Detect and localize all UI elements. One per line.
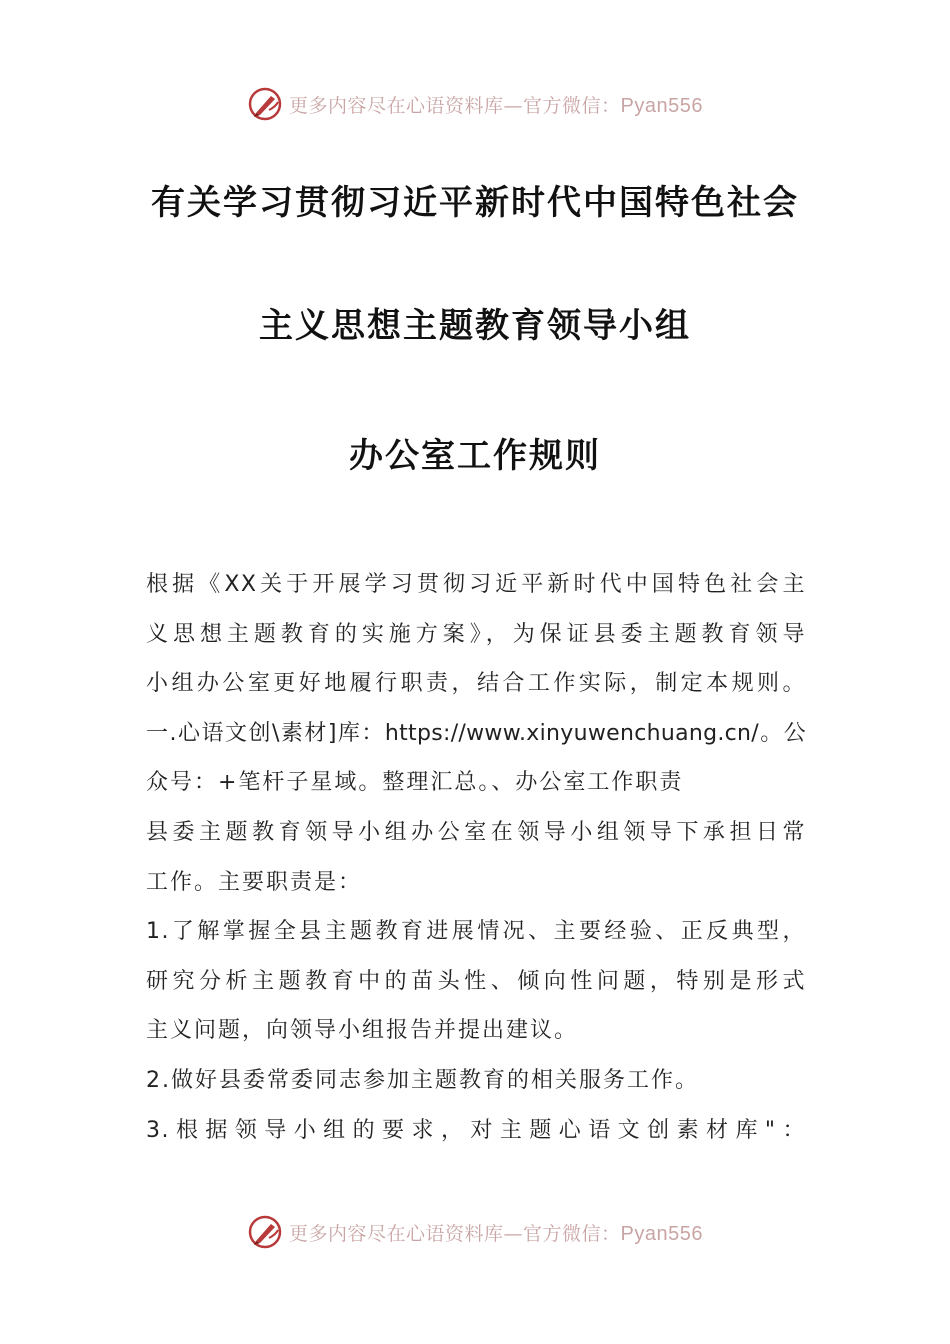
body-line: 1.了解掌握全县主题教育进展情况、主要经验、正反典型， [146,919,806,945]
wechat-id: Pyan556 [620,1222,703,1245]
document-title-line-1: 有关学习贯彻习近平新时代中国特色社会 [151,183,799,223]
document-title-line-3: 办公室工作规则 [349,436,601,476]
body-line: 县委主题教育领导小组办公室在领导小组领导下承担日常 [146,819,806,845]
body-line: 小组办公室更好地履行职责，结合工作实际，制定本规则。 [146,671,806,697]
watermark-banner-top [0,82,950,126]
document-body [146,560,806,1155]
body-line: 3.根据领导小组的要求，对主题心语文创素材库"： [146,1117,806,1143]
body-line: 义思想主题教育的实施方案》，为保证县委主题教育领导 [146,621,806,647]
watermark-text: 更多内容尽在心语资料库—官方微信：Pyan556 [289,94,703,117]
body-line: 主义问题，向领导小组报告并提出建议。 [146,1018,579,1044]
body-line: 研究分析主题教育中的苗头性、倾向性问题，特别是形式 [146,968,806,994]
body-line: 众号：+笔杆子星域。整理汇总。、办公室工作职责 [146,770,684,796]
pen-logo-icon [247,86,283,122]
watermark-banner-bottom [0,1210,950,1254]
body-line: 根据《XX关于开展学习贯彻习近平新时代中国特色社会主 [146,572,806,597]
watermark-text: 更多内容尽在心语资料库—官方微信：Pyan556 [289,1222,703,1245]
body-line: 工作。主要职责是： [146,869,363,895]
document-title-line-2: 主义思想主题教育领导小组 [259,306,691,346]
pen-logo-icon [247,1214,283,1250]
body-line: 2.做好县委常委同志参加主题教育的相关服务工作。 [146,1067,699,1093]
body-line: 一.心语文创\素材]库：https://www.xinyuwenchuang.cn/。公 [146,720,806,746]
wechat-id: Pyan556 [620,94,703,117]
